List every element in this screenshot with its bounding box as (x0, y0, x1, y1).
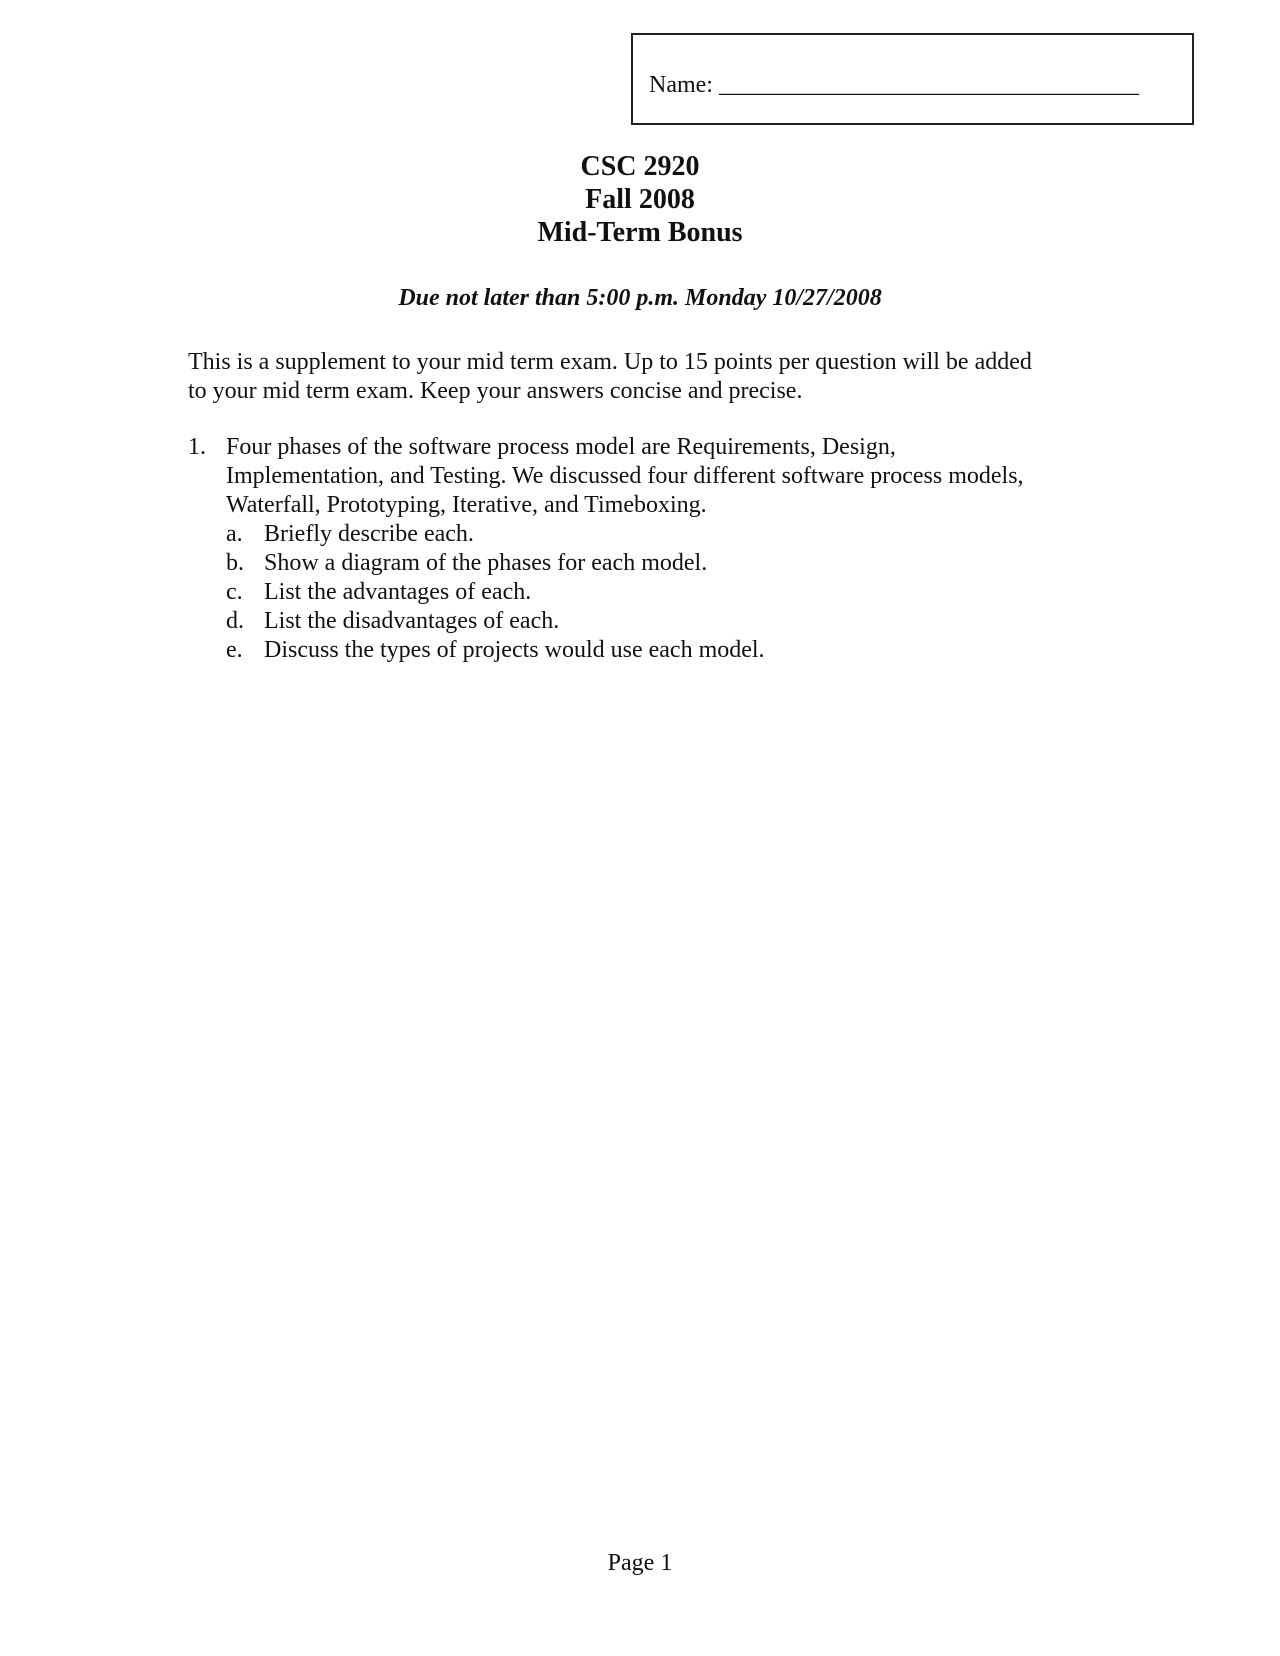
intro-line: This is a supplement to your mid term exam. Up to 15 points per question will be added (188, 349, 1032, 375)
sub-question-letter: c. (226, 579, 243, 605)
term-title: Fall 2008 (585, 184, 695, 215)
name-box (631, 33, 1194, 125)
sub-question (226, 520, 1088, 549)
intro-paragraph (188, 348, 1088, 406)
course-title: CSC 2920 (580, 151, 700, 182)
name-label: Name: ___________________________________ (649, 72, 1139, 98)
question-line: Four phases of the software process model are Requirements, Design, (226, 434, 896, 460)
sub-question-letter: a. (226, 521, 243, 547)
sub-question (226, 607, 1088, 636)
sub-question-text: Show a diagram of the phases for each model. (264, 550, 708, 576)
intro-line: to your mid term exam. Keep your answers concise and precise. (188, 378, 803, 404)
due-date: Due not later than 5:00 p.m. Monday 10/27/2008 (398, 285, 882, 311)
sub-question-letter: d. (226, 608, 244, 634)
sub-question-letter: e. (226, 637, 243, 663)
sub-question-letter: b. (226, 550, 244, 576)
sub-question-text: List the advantages of each. (264, 579, 532, 605)
sub-question-text: List the disadvantages of each. (264, 608, 560, 634)
sub-question (226, 636, 1088, 665)
question-1 (188, 433, 1088, 665)
sub-question-text: Briefly describe each. (264, 521, 474, 547)
title-block (0, 150, 1280, 249)
sub-question-list (226, 520, 1088, 665)
assignment-title: Mid-Term Bonus (537, 217, 743, 248)
page-number: Page 1 (607, 1550, 673, 1576)
sub-question-text: Discuss the types of projects would use each model. (264, 637, 765, 663)
question-line: Implementation, and Testing. We discussed four different software process models, (226, 463, 1024, 489)
question-text (226, 433, 1088, 520)
sub-question (226, 549, 1088, 578)
sub-question (226, 578, 1088, 607)
question-number: 1. (188, 434, 206, 460)
question-line: Waterfall, Prototyping, Iterative, and Timeboxing. (226, 492, 707, 518)
